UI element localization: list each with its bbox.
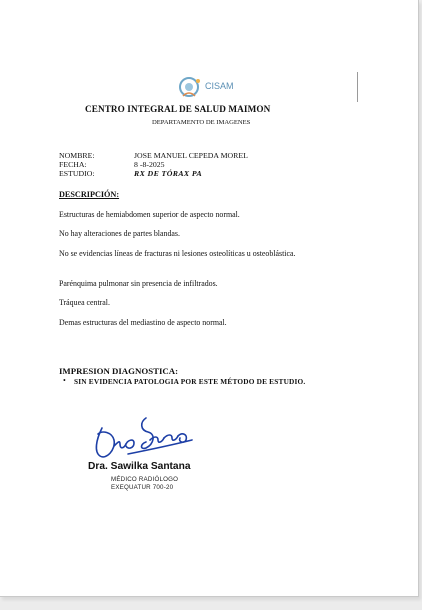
name-value: JOSE MANUEL CEPEDA MOREL xyxy=(134,151,248,160)
department-subtitle: DEPARTAMENTO DE IMAGENES xyxy=(152,119,251,126)
signature-title: MÉDICO RADIÓLOGO xyxy=(111,476,179,483)
description-paragraph: No se evidencias líneas de fracturas ni lesiones osteolíticas u osteoblástica. xyxy=(59,249,296,258)
study-label: ESTUDIO: xyxy=(59,169,95,178)
impression-item: SIN EVIDENCIA PATOLOGIA POR ESTE MÉTODO DE ESTUDIO. xyxy=(74,377,306,386)
description-heading: DESCRIPCIÓN: xyxy=(59,190,120,199)
header-divider xyxy=(357,72,358,102)
description-paragraph: Demas estructuras del mediastino de aspecto normal. xyxy=(59,318,227,327)
description-paragraph: Parénquima pulmonar sin presencia de infiltrados. xyxy=(59,279,218,288)
description-paragraph: No hay alteraciones de partes blandas. xyxy=(59,229,180,238)
signature-exequatur: EXEQUATUR 700-20 xyxy=(111,484,174,491)
logo-text: CISAM xyxy=(205,81,234,91)
description-paragraph: Tráquea central. xyxy=(59,298,110,307)
signature-icon xyxy=(88,410,200,466)
bullet-icon: • xyxy=(63,376,66,385)
institution-title: CENTRO INTEGRAL DE SALUD MAIMON xyxy=(85,104,271,114)
impression-heading: IMPRESION DIAGNOSTICA: xyxy=(59,366,179,376)
study-value: RX DE TÓRAX PA xyxy=(134,169,203,178)
date-label: FECHA: xyxy=(59,160,87,169)
date-value: 8 -8-2025 xyxy=(134,160,165,169)
name-label: NOMBRE: xyxy=(59,151,95,160)
signature-name: Dra. Sawilka Santana xyxy=(88,461,191,472)
description-paragraph: Estructuras de hemiabdomen superior de aspecto normal. xyxy=(59,210,240,219)
